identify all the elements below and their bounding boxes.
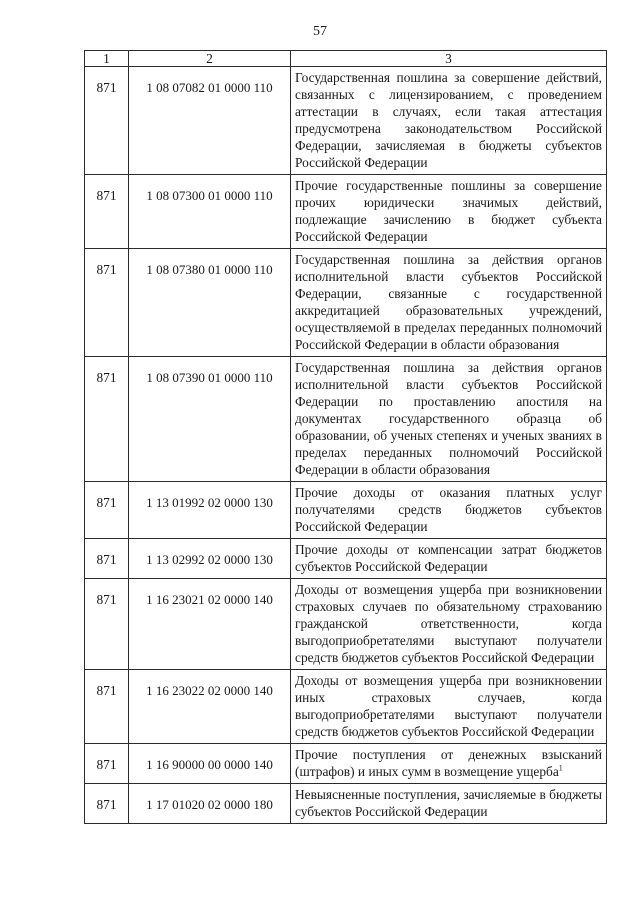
table-row bbox=[85, 784, 607, 824]
table-row bbox=[85, 670, 607, 744]
admin-code-cell: 871 bbox=[85, 482, 129, 539]
table-header-row bbox=[85, 51, 607, 67]
revenue-name-cell: Государственная пошлина за действия органов исполнительной власти субъектов Российской Федерации, связанные с государственной аккредитацией образовательных учреждений, осуществляемой в пределах переданных полномочий Российской Федерации в области образования bbox=[291, 249, 607, 357]
revenue-name-cell: Прочие государственные пошлины за совершение прочих юридически значимых действий, подлежащие зачислению в бюджет субъекта Российской Федерации bbox=[291, 175, 607, 249]
footnote-marker: 1 bbox=[558, 763, 563, 773]
budget-code-cell: 1 08 07390 01 0000 110 bbox=[129, 357, 291, 482]
budget-code-cell: 1 17 01020 02 0000 180 bbox=[129, 784, 291, 824]
column-header-2: 2 bbox=[129, 51, 291, 67]
revenue-name-cell: Прочие доходы от компенсации затрат бюджетов субъектов Российской Федерации bbox=[291, 539, 607, 579]
page-number: 57 bbox=[313, 24, 327, 39]
admin-code-cell: 871 bbox=[85, 175, 129, 249]
budget-code-cell: 1 16 23022 02 0000 140 bbox=[129, 670, 291, 744]
revenue-name-cell: Доходы от возмещения ущерба при возникновении иных страховых случаев, когда выгодоприобретателями выступают получатели средств бюджетов субъектов Российской Федерации bbox=[291, 670, 607, 744]
revenue-codes-table bbox=[84, 50, 607, 824]
table-row bbox=[85, 175, 607, 249]
revenue-name-cell: Государственная пошлина за действия органов исполнительной власти субъектов Российской Федерации по проставлению апостиля на документах государственного образца об образовании, об ученых степенях и ученых званиях в пределах переданных полномочий Российской Федерации в области образования bbox=[291, 357, 607, 482]
budget-code-cell: 1 08 07082 01 0000 110 bbox=[129, 67, 291, 175]
budget-code-cell: 1 13 02992 02 0000 130 bbox=[129, 539, 291, 579]
table-row bbox=[85, 67, 607, 175]
revenue-name-cell bbox=[291, 744, 607, 784]
table-row bbox=[85, 579, 607, 670]
revenue-name-cell: Прочие доходы от оказания платных услуг получателями средств бюджетов субъектов Российской Федерации bbox=[291, 482, 607, 539]
table-row bbox=[85, 539, 607, 579]
budget-code-cell: 1 16 23021 02 0000 140 bbox=[129, 579, 291, 670]
admin-code-cell: 871 bbox=[85, 670, 129, 744]
budget-code-cell: 1 13 01992 02 0000 130 bbox=[129, 482, 291, 539]
revenue-name-cell: Невыясненные поступления, зачисляемые в бюджеты субъектов Российской Федерации bbox=[291, 784, 607, 824]
budget-code-cell: 1 16 90000 00 0000 140 bbox=[129, 744, 291, 784]
admin-code-cell: 871 bbox=[85, 539, 129, 579]
admin-code-cell: 871 bbox=[85, 784, 129, 824]
admin-code-cell: 871 bbox=[85, 744, 129, 784]
table-row bbox=[85, 482, 607, 539]
revenue-name-cell: Доходы от возмещения ущерба при возникновении страховых случаев по обязательному страхованию гражданской ответственности, когда выгодоприобретателями выступают получатели средств бюджетов субъектов Российской Федерации bbox=[291, 579, 607, 670]
admin-code-cell: 871 bbox=[85, 249, 129, 357]
column-header-3: 3 bbox=[291, 51, 607, 67]
column-header-1: 1 bbox=[85, 51, 129, 67]
table-row bbox=[85, 744, 607, 784]
admin-code-cell: 871 bbox=[85, 67, 129, 175]
revenue-name-cell: Государственная пошлина за совершение действий, связанных с лицензированием, с проведением аттестации в случаях, если такая аттестация предусмотрена законодательством Российской Федерации, зачисляемая в бюджеты субъектов Российской Федерации bbox=[291, 67, 607, 175]
admin-code-cell: 871 bbox=[85, 579, 129, 670]
admin-code-cell: 871 bbox=[85, 357, 129, 482]
revenue-name-text: Прочие поступления от денежных взысканий (штрафов) и иных сумм в возмещение ущерба bbox=[295, 747, 602, 779]
table-row bbox=[85, 249, 607, 357]
budget-code-cell: 1 08 07300 01 0000 110 bbox=[129, 175, 291, 249]
budget-code-cell: 1 08 07380 01 0000 110 bbox=[129, 249, 291, 357]
table-row bbox=[85, 357, 607, 482]
